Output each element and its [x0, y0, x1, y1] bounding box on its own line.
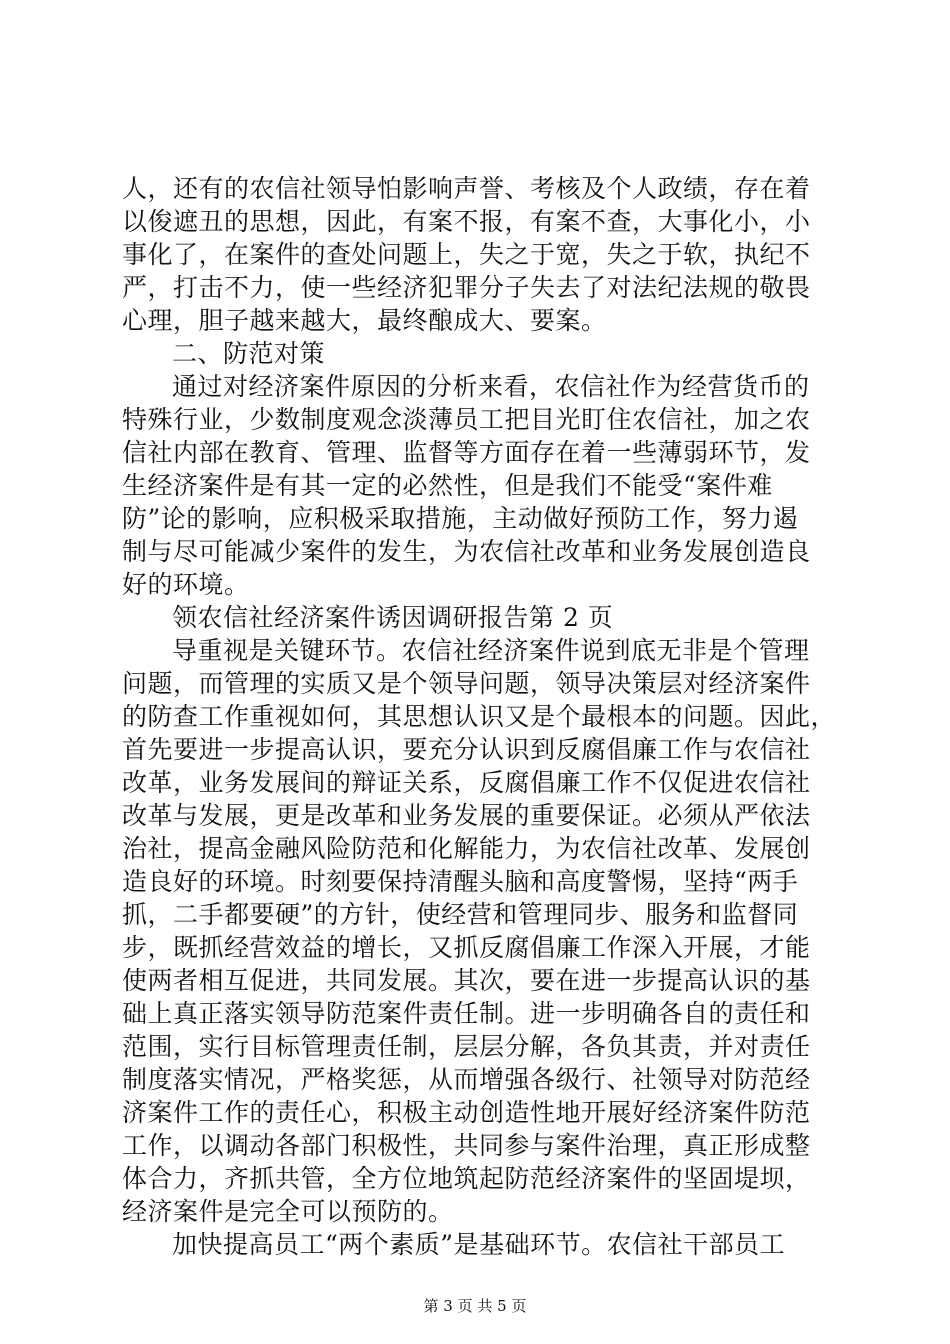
text-line: 生经济案件是有其一定的必然性，但是我们不能受“案件难 [122, 471, 773, 500]
text-line: 济案件工作的责任心，积极主动创造性地开展好经济案件防范 [122, 1098, 811, 1127]
text-line: 治社，提高金融风险防范和化解能力，为农信社改革、发展创 [122, 834, 811, 863]
paragraph-start: 通过对经济案件原因的分析来看，农信社作为经营货币的 [172, 372, 810, 401]
text-line: 心理，胆子越来越大，最终酿成大、要案。 [122, 306, 607, 335]
text-line: 信社内部在教育、管理、监督等方面存在着一些薄弱环节，发 [122, 438, 811, 467]
text-line: 特殊行业，少数制度观念淡薄员工把目光盯住农信社，加之农 [122, 405, 811, 434]
section-heading: 二、防范对策 [172, 339, 326, 368]
text-line: 使两者相互促进，共同发展。其次，要在进一步提高认识的基 [122, 966, 811, 995]
text-line: 好的环境。 [122, 570, 250, 599]
paragraph-start: 加快提高员工“两个素质”是基础环节。农信社干部员工 [172, 1230, 786, 1259]
text-line: 首先要进一步提高认识，要充分认识到反腐倡廉工作与农信社 [122, 735, 811, 764]
text-line: 造良好的环境。时刻要保持清醒头脑和高度警惕，坚持“两手 [122, 867, 799, 896]
text-line: 制与尽可能减少案件的发生，为农信社改革和业务发展创造良 [122, 537, 811, 566]
text-line: 制度落实情况，严格奖惩，从而增强各级行、社领导对防范经 [122, 1065, 811, 1094]
text-line: 事化了，在案件的查处问题上，失之于宽，失之于软，执纪不 [122, 240, 811, 269]
text-line: 体合力，齐抓共管，全方位地筑起防范经济案件的坚固堤坝， [122, 1164, 811, 1193]
text-line: 问题，而管理的实质又是个领导问题，领导决策层对经济案件 [122, 669, 811, 698]
page-footer: 第 3 页 共 5 页 [423, 1297, 527, 1315]
text-line: 抓，二手都要硬”的方针，使经营和管理同步、服务和监督同 [122, 900, 799, 929]
page-marker-line: 领农信社经济案件诱因调研报告第 2 页 [172, 603, 614, 632]
text-line: 步，既抓经营效益的增长，又抓反腐倡廉工作深入开展，才能 [122, 933, 811, 962]
text-line: 严，打击不力，使一些经济犯罪分子失去了对法纪法规的敬畏 [122, 273, 811, 302]
text-line: 以俊遮丑的思想，因此，有案不报，有案不查，大事化小，小 [122, 207, 811, 236]
text-line: 工作，以调动各部门积极性，共同参与案件治理，真正形成整 [122, 1131, 811, 1160]
paragraph-start: 导重视是关键环节。农信社经济案件说到底无非是个管理 [172, 636, 810, 665]
text-line: 改革，业务发展间的辩证关系，反腐倡廉工作不仅促进农信社 [122, 768, 811, 797]
text-line: 改革与发展，更是改革和业务发展的重要保证。必须从严依法 [122, 801, 811, 830]
text-line: 的防查工作重视如何，其思想认识又是个最根本的问题。因此， [122, 702, 837, 731]
text-line: 人，还有的农信社领导怕影响声誉、考核及个人政绩，存在着 [122, 174, 811, 203]
text-line: 防”论的影响，应积极采取措施，主动做好预防工作，努力遏 [122, 504, 799, 533]
text-line: 经济案件是完全可以预防的。 [122, 1197, 454, 1226]
text-line: 础上真正落实领导防范案件责任制。进一步明确各自的责任和 [122, 999, 811, 1028]
text-line: 范围，实行目标管理责任制，层层分解，各负其责，并对责任 [122, 1032, 811, 1061]
